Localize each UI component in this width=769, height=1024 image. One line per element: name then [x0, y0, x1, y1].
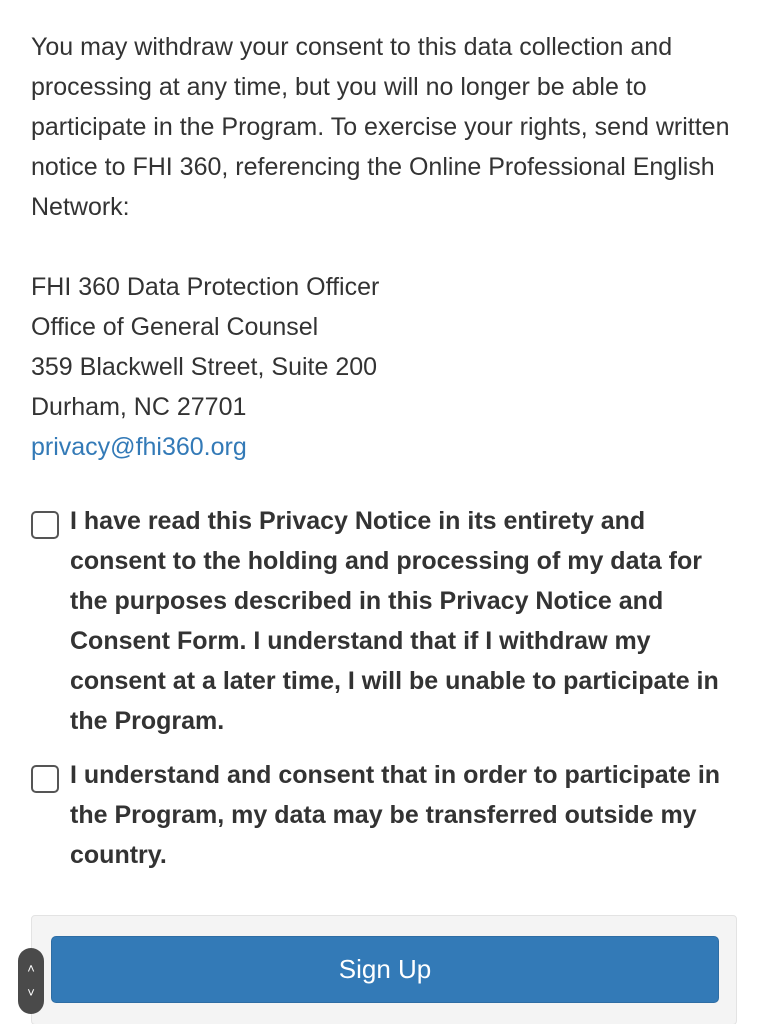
address-line-3: 359 Blackwell Street, Suite 200	[31, 353, 378, 381]
scroll-handle[interactable]	[18, 948, 44, 1014]
signup-panel	[31, 915, 737, 1024]
withdraw-consent-paragraph	[31, 27, 731, 227]
withdraw-consent-text: You may withdraw your consent to this data collection and processing at any time, but you will no longer be able to participate in the Program. To exercise your rights, send written notice to FHI 360, referencing the Online Professional English Network:	[31, 33, 730, 221]
chevron-up-icon[interactable]: ˄	[27, 961, 35, 976]
address-line-1: FHI 360 Data Protection Officer	[31, 273, 380, 301]
address-line-2: Office of General Counsel	[31, 313, 319, 341]
chevron-down-icon[interactable]: ˅	[27, 985, 35, 1000]
consent-privacy-checkbox[interactable]	[31, 511, 59, 539]
sign-up-button[interactable]: Sign Up	[51, 936, 719, 1003]
dpo-address-block	[31, 267, 379, 467]
address-line-4: Durham, NC 27701	[31, 393, 247, 421]
privacy-email-link[interactable]: privacy@fhi360.org	[31, 433, 247, 461]
consent-transfer-checkbox[interactable]	[31, 765, 59, 793]
consent-privacy-label[interactable]: I have read this Privacy Notice in its entirety and consent to the holding and processing of my data for the purposes described in this Privacy Notice and Consent Form. I understand that if I withdraw my consent at a later time, I will be unable to participate in the Program.	[70, 507, 719, 735]
consent-transfer-label[interactable]: I understand and consent that in order to participate in the Program, my data may be transferred outside my country.	[70, 761, 721, 869]
